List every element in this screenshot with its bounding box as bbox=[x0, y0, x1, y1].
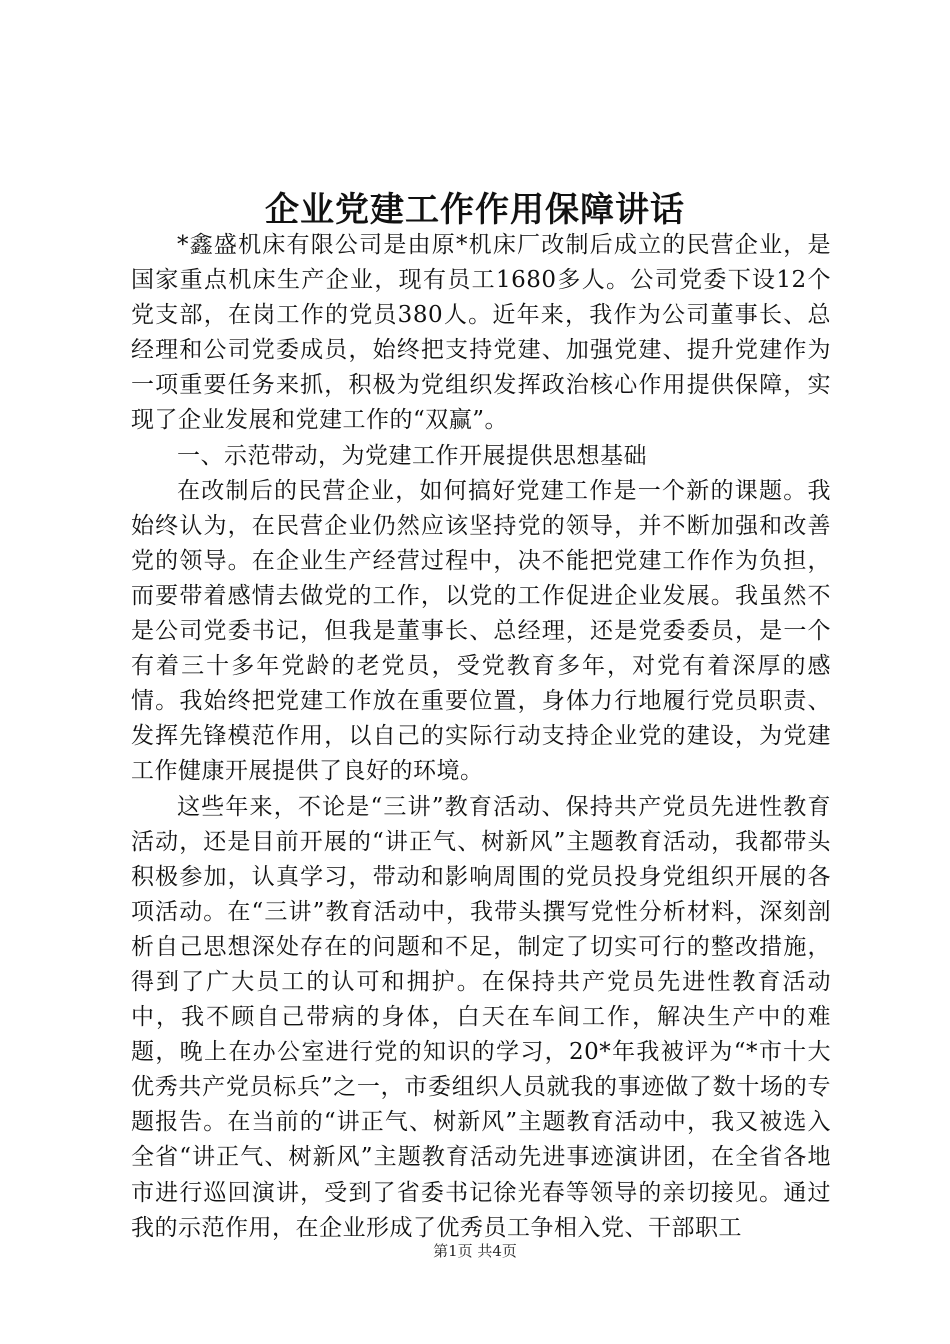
page-number-footer: 第1页 共4页 bbox=[433, 1242, 517, 1260]
document-body bbox=[131, 228, 831, 1246]
document-title: 企业党建工作作用保障讲话 bbox=[265, 190, 685, 230]
section-heading-1: 一、示范带动，为党建工作开展提供思想基础 bbox=[177, 442, 647, 469]
body-paragraph-2: 这些年来，不论是“三讲”教育活动、保持共产党员先进性教育活动，还是目前开展的“讲正气、树新风”主题教育活动，我都带头积极参加，认真学习，带动和影响周围的党员投身党组织开展的各项活动。在“三讲”教育活动中，我带头撰写党性分析材料，深刻剖析自己思想深处存在的问题和不足，制定了切实可行的整改措施，得到了广大员工的认可和拥护。在保持共产党员先进性教育活动中，我不顾自己带病的身体，白天在车间工作，解决生产中的难题，晚上在办公室进行党的知识的学习，20*年我被评为“*市十大优秀共产党员标兵”之一，市委组织人员就我的事迹做了数十场的专题报告。在当前的“讲正气、树新风”主题教育活动中，我又被选入全省“讲正气、树新风”主题教育活动先进事迹演讲团，在全省各地市进行巡回演讲，受到了省委书记徐光春等领导的亲切接见。通过我的示范作用，在企业形成了优秀员工争相入党、干部职工 bbox=[131, 793, 831, 1241]
intro-paragraph: *鑫盛机床有限公司是由原*机床厂改制后成立的民营企业，是国家重点机床生产企业，现有员工1680多人。公司党委下设12个党支部，在岗工作的党员380人。近年来，我作为公司董事长、总经理和公司党委成员，始终把支持党建、加强党建、提升党建作为一项重要任务来抓，积极为党组织发挥政治核心作用提供保障，实现了企业发展和党建工作的“双赢”。 bbox=[131, 232, 831, 434]
body-paragraph-1: 在改制后的民营企业，如何搞好党建工作是一个新的课题。我始终认为，在民营企业仍然应该坚持党的领导，并不断加强和改善党的领导。在企业生产经营过程中，决不能把党建工作作为负担，而要带着感情去做党的工作，以党的工作促进企业发展。我虽然不是公司党委书记，但我是董事长、总经理，还是党委委员，是一个有着三十多年党龄的老党员，受党教育多年，对党有着深厚的感情。我始终把党建工作放在重要位置，身体力行地履行党员职责、发挥先锋模范作用，以自己的实际行动支持企业党的建设，为党建工作健康开展提供了良好的环境。 bbox=[131, 477, 831, 785]
